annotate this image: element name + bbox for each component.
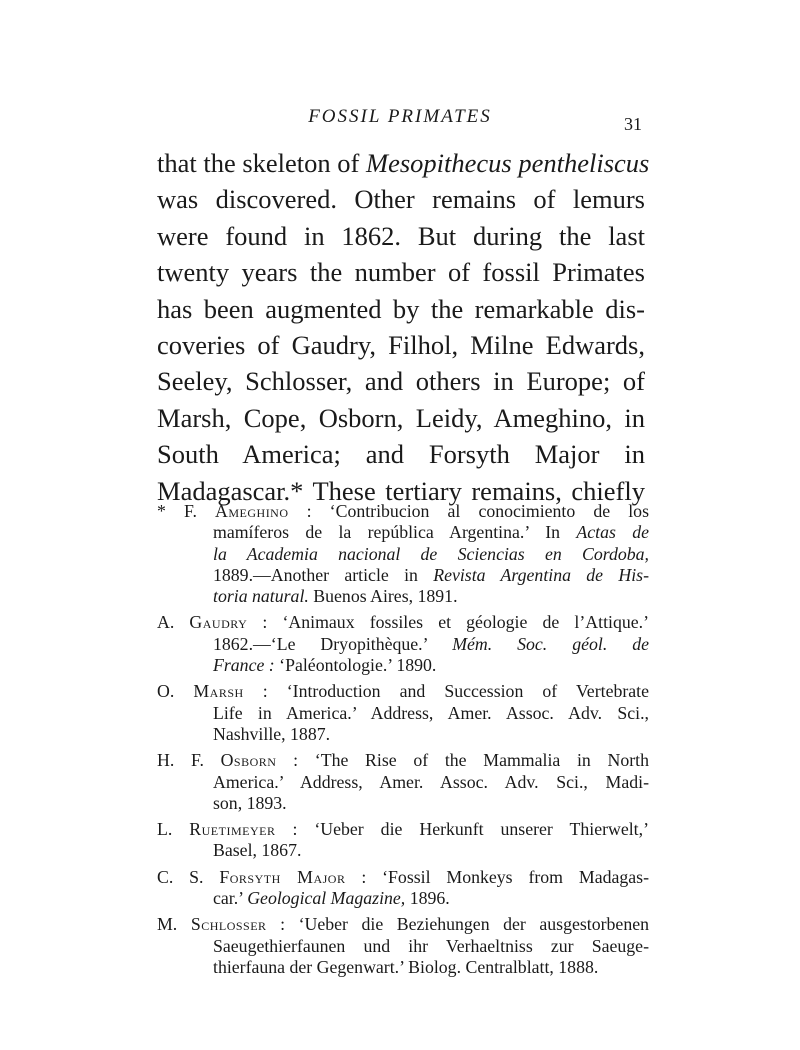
italic-genus-name: Mesopithecus pentheliscus bbox=[366, 148, 650, 178]
citation-text: thierfauna der Gegenwart.’ Biolog. Centralblatt, 1888. bbox=[213, 956, 599, 977]
footnote-entry bbox=[157, 819, 649, 862]
footnote-line bbox=[157, 544, 649, 565]
citation-text: 1889.—Another article in bbox=[213, 564, 434, 585]
footnote-line bbox=[157, 819, 649, 840]
footnote-line bbox=[157, 681, 649, 702]
footnote-line bbox=[157, 586, 649, 607]
author-initials: A. bbox=[157, 612, 190, 633]
running-head: FOSSIL PRIMATES bbox=[308, 106, 492, 127]
body-line bbox=[157, 291, 645, 327]
footnote-line bbox=[157, 703, 649, 724]
citation-text: : ‘Ueber die Herkunft unserer Thierwelt,’ bbox=[275, 819, 649, 840]
citation-text: car.’ bbox=[213, 888, 248, 909]
body-text-run: that the skeleton of bbox=[157, 148, 366, 178]
footnotes bbox=[157, 501, 649, 983]
footnote-line bbox=[157, 634, 649, 655]
footnote-line bbox=[157, 772, 649, 793]
page-number: 31 bbox=[624, 114, 642, 134]
citation-text: Saeugethierfaunen und ihr Verhaeltniss zur Saeuge- bbox=[213, 935, 649, 956]
footnote-line bbox=[157, 565, 649, 586]
footnote-entry bbox=[157, 750, 649, 814]
citation-italic: Actas de bbox=[576, 522, 649, 543]
footnote-line bbox=[157, 522, 649, 543]
citation-text: America.’ Address, Amer. Assoc. Adv. Sci., Madi- bbox=[213, 771, 649, 792]
body-text-run: South America; and Forsyth Major in bbox=[157, 439, 645, 470]
author-initials: C. S. bbox=[157, 866, 220, 887]
citation-italic: Mém. Soc. géol. de bbox=[452, 633, 649, 654]
body-line bbox=[157, 363, 645, 399]
author-name: Forsyth Major bbox=[219, 866, 346, 887]
author-name: Marsh bbox=[193, 681, 244, 702]
footnote-entry bbox=[157, 914, 649, 978]
body-text-run: Seeley, Schlosser, and others in Europe; of bbox=[157, 366, 645, 397]
author-name: Ameghino bbox=[215, 501, 289, 521]
body-line bbox=[157, 400, 645, 436]
footnote-entry bbox=[157, 501, 649, 607]
footnote-entry bbox=[157, 681, 649, 745]
body-text-run: were found in 1862. But during the last bbox=[157, 220, 645, 251]
citation-text: : ‘The Rise of the Mammalia in North bbox=[276, 750, 649, 771]
citation-text: : ‘Introduction and Succession of Vertebrate bbox=[243, 681, 649, 702]
citation-text: Basel, 1867. bbox=[213, 840, 302, 861]
body-text-run: twenty years the number of fossil Primates bbox=[157, 257, 645, 288]
body-text bbox=[157, 145, 650, 509]
body-line bbox=[157, 436, 645, 472]
body-text-run: was discovered. Other remains of lemurs bbox=[157, 184, 645, 215]
citation-italic: France : bbox=[213, 655, 275, 676]
body-text-run: Madagascar.* These tertiary remains, chiefly bbox=[157, 475, 645, 506]
author-initials: L. bbox=[157, 819, 190, 840]
citation-text: son, 1893. bbox=[213, 792, 287, 813]
citation-text: Buenos Aires, 1891. bbox=[308, 586, 458, 607]
body-line bbox=[157, 254, 645, 290]
footnote-line bbox=[157, 957, 649, 978]
footnote-line bbox=[157, 888, 649, 909]
body-text-run: Marsh, Cope, Osborn, Leidy, Ameghino, in bbox=[157, 402, 645, 433]
citation-italic: toria natural. bbox=[213, 586, 309, 607]
author-name: Ruetimeyer bbox=[189, 819, 276, 840]
citation-text: 1896. bbox=[405, 888, 450, 909]
citation-text: : ‘Animaux fossiles et géologie de l’Attique.’ bbox=[247, 612, 649, 633]
author-name: Schlosser bbox=[190, 914, 267, 935]
footnote-line bbox=[157, 793, 649, 814]
author-initials: H. F. bbox=[157, 750, 221, 771]
footnote-line bbox=[157, 914, 649, 935]
page-header bbox=[0, 106, 800, 134]
footnote-line bbox=[157, 724, 649, 745]
citation-italic: Revista Argentina de His- bbox=[433, 564, 649, 585]
footnote-line bbox=[157, 612, 649, 633]
footnote-line bbox=[157, 655, 649, 676]
citation-text: : ‘Fossil Monkeys from Madagas- bbox=[345, 866, 649, 887]
body-text-run: coveries of Gaudry, Filhol, Milne Edwards, bbox=[157, 329, 645, 360]
author-name: Osborn bbox=[220, 750, 277, 771]
footnote-line bbox=[157, 501, 649, 522]
citation-italic: la Academia nacional de Sciencias en Cordoba, bbox=[213, 543, 649, 564]
author-initials: M. bbox=[157, 914, 191, 935]
footnote-line bbox=[157, 936, 649, 957]
citation-text: : ‘Contribucion al conocimiento de los bbox=[288, 501, 649, 521]
citation-text: mamíferos de la república Argentina.’ In bbox=[213, 522, 577, 543]
body-line bbox=[157, 181, 645, 217]
author-initials: * F. bbox=[157, 501, 216, 521]
footnote-line bbox=[157, 750, 649, 771]
body-line bbox=[157, 327, 645, 363]
footnote-line bbox=[157, 840, 649, 861]
citation-text: Nashville, 1887. bbox=[213, 723, 331, 744]
footnote-entry bbox=[157, 867, 649, 910]
citation-text: ‘Paléontologie.’ 1890. bbox=[274, 655, 437, 676]
author-initials: O. bbox=[157, 681, 194, 702]
body-line bbox=[157, 218, 645, 254]
body-line bbox=[157, 145, 650, 181]
citation-text: Life in America.’ Address, Amer. Assoc. Adv. Sci., bbox=[213, 702, 649, 723]
footnote-entry bbox=[157, 612, 649, 676]
citation-italic: Geological Magazine, bbox=[247, 888, 406, 909]
body-text-run: has been augmented by the remarkable dis- bbox=[157, 293, 645, 324]
citation-text: : ‘Ueber die Beziehungen der ausgestorbenen bbox=[266, 914, 649, 935]
citation-text: 1862.—‘Le Dryopithèque.’ bbox=[213, 633, 453, 654]
footnote-line bbox=[157, 867, 649, 888]
author-name: Gaudry bbox=[189, 612, 248, 633]
